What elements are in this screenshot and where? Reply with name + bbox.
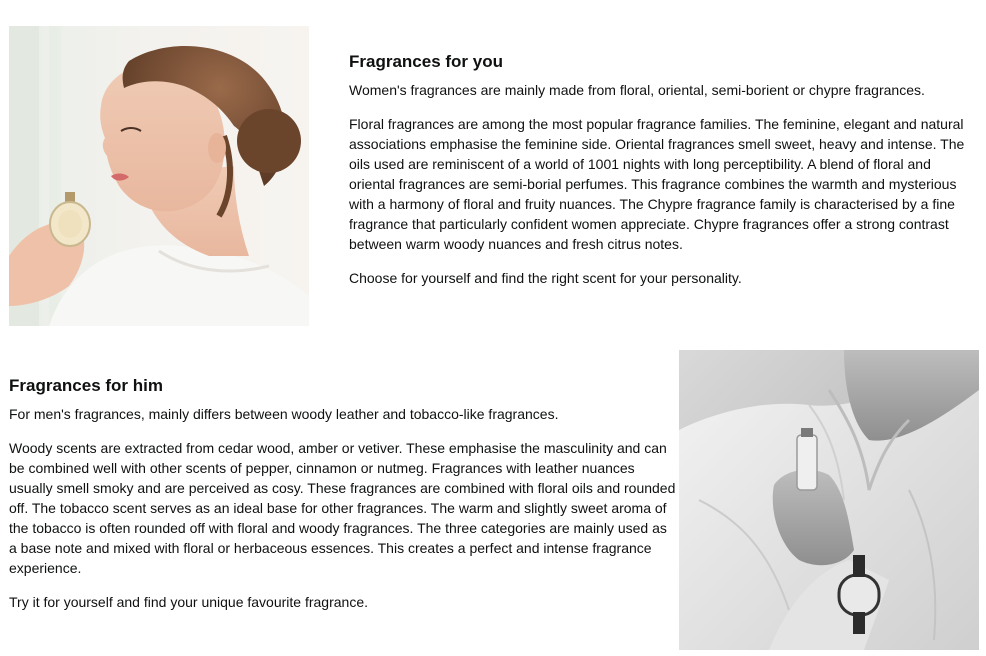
women-intro: Women's fragrances are mainly made from floral, oriental, semi-borient or chypre fragrances. <box>349 82 925 98</box>
women-heading: Fragrances for you <box>349 52 503 71</box>
women-body: Floral fragrances are among the most popular fragrance families. The feminine, elegant and natural associations emphasise the feminine side. Oriental fragrances smell sweet, heavy and intense. The oils used are reminiscent of a world of 1001 nights with long perceptibility. A blend of floral and oriental fragrances are semi-borial perfumes. This fragrance combines the warmth and mysterious with a harmony of floral and fruity nuances. The Chypre fragrance family is characterised by a fine fragrance that particularly confident women appreciate. Chypre fragrances offer a strong contrast between warm woody nuances and fresh citrus notes. <box>349 116 965 252</box>
man-with-perfume-photo <box>679 350 979 650</box>
men-intro: For men's fragrances, mainly differs between woody leather and tobacco-like fragrances. <box>9 406 559 422</box>
woman-with-perfume-photo <box>9 26 309 326</box>
men-cta: Try it for yourself and find your unique favourite fragrance. <box>9 594 368 610</box>
men-fragrance-section <box>9 374 677 612</box>
women-fragrance-section <box>349 50 979 288</box>
woman-photo-illustration <box>9 26 309 326</box>
women-cta: Choose for yourself and find the right scent for your personality. <box>349 270 742 286</box>
men-heading: Fragrances for him <box>9 376 163 395</box>
men-body: Woody scents are extracted from cedar wood, amber or vetiver. These emphasise the masculinity and can be combined well with other scents of pepper, cinnamon or nutmeg. Fragrances with leather nuances usually smell smoky and are perceived as cosy. These fragrances are combined with floral oils and rounded off. The tobacco scent serves as an ideal base for other fragrances. The warm and slightly sweet aroma of the tobacco is often rounded off with floral and woody fragrances. The three categories are mainly used as a base note and mixed with floral or herbaceous essences. This creates a perfect and intense fragrance experience. <box>9 440 676 576</box>
man-photo-illustration <box>679 350 979 650</box>
